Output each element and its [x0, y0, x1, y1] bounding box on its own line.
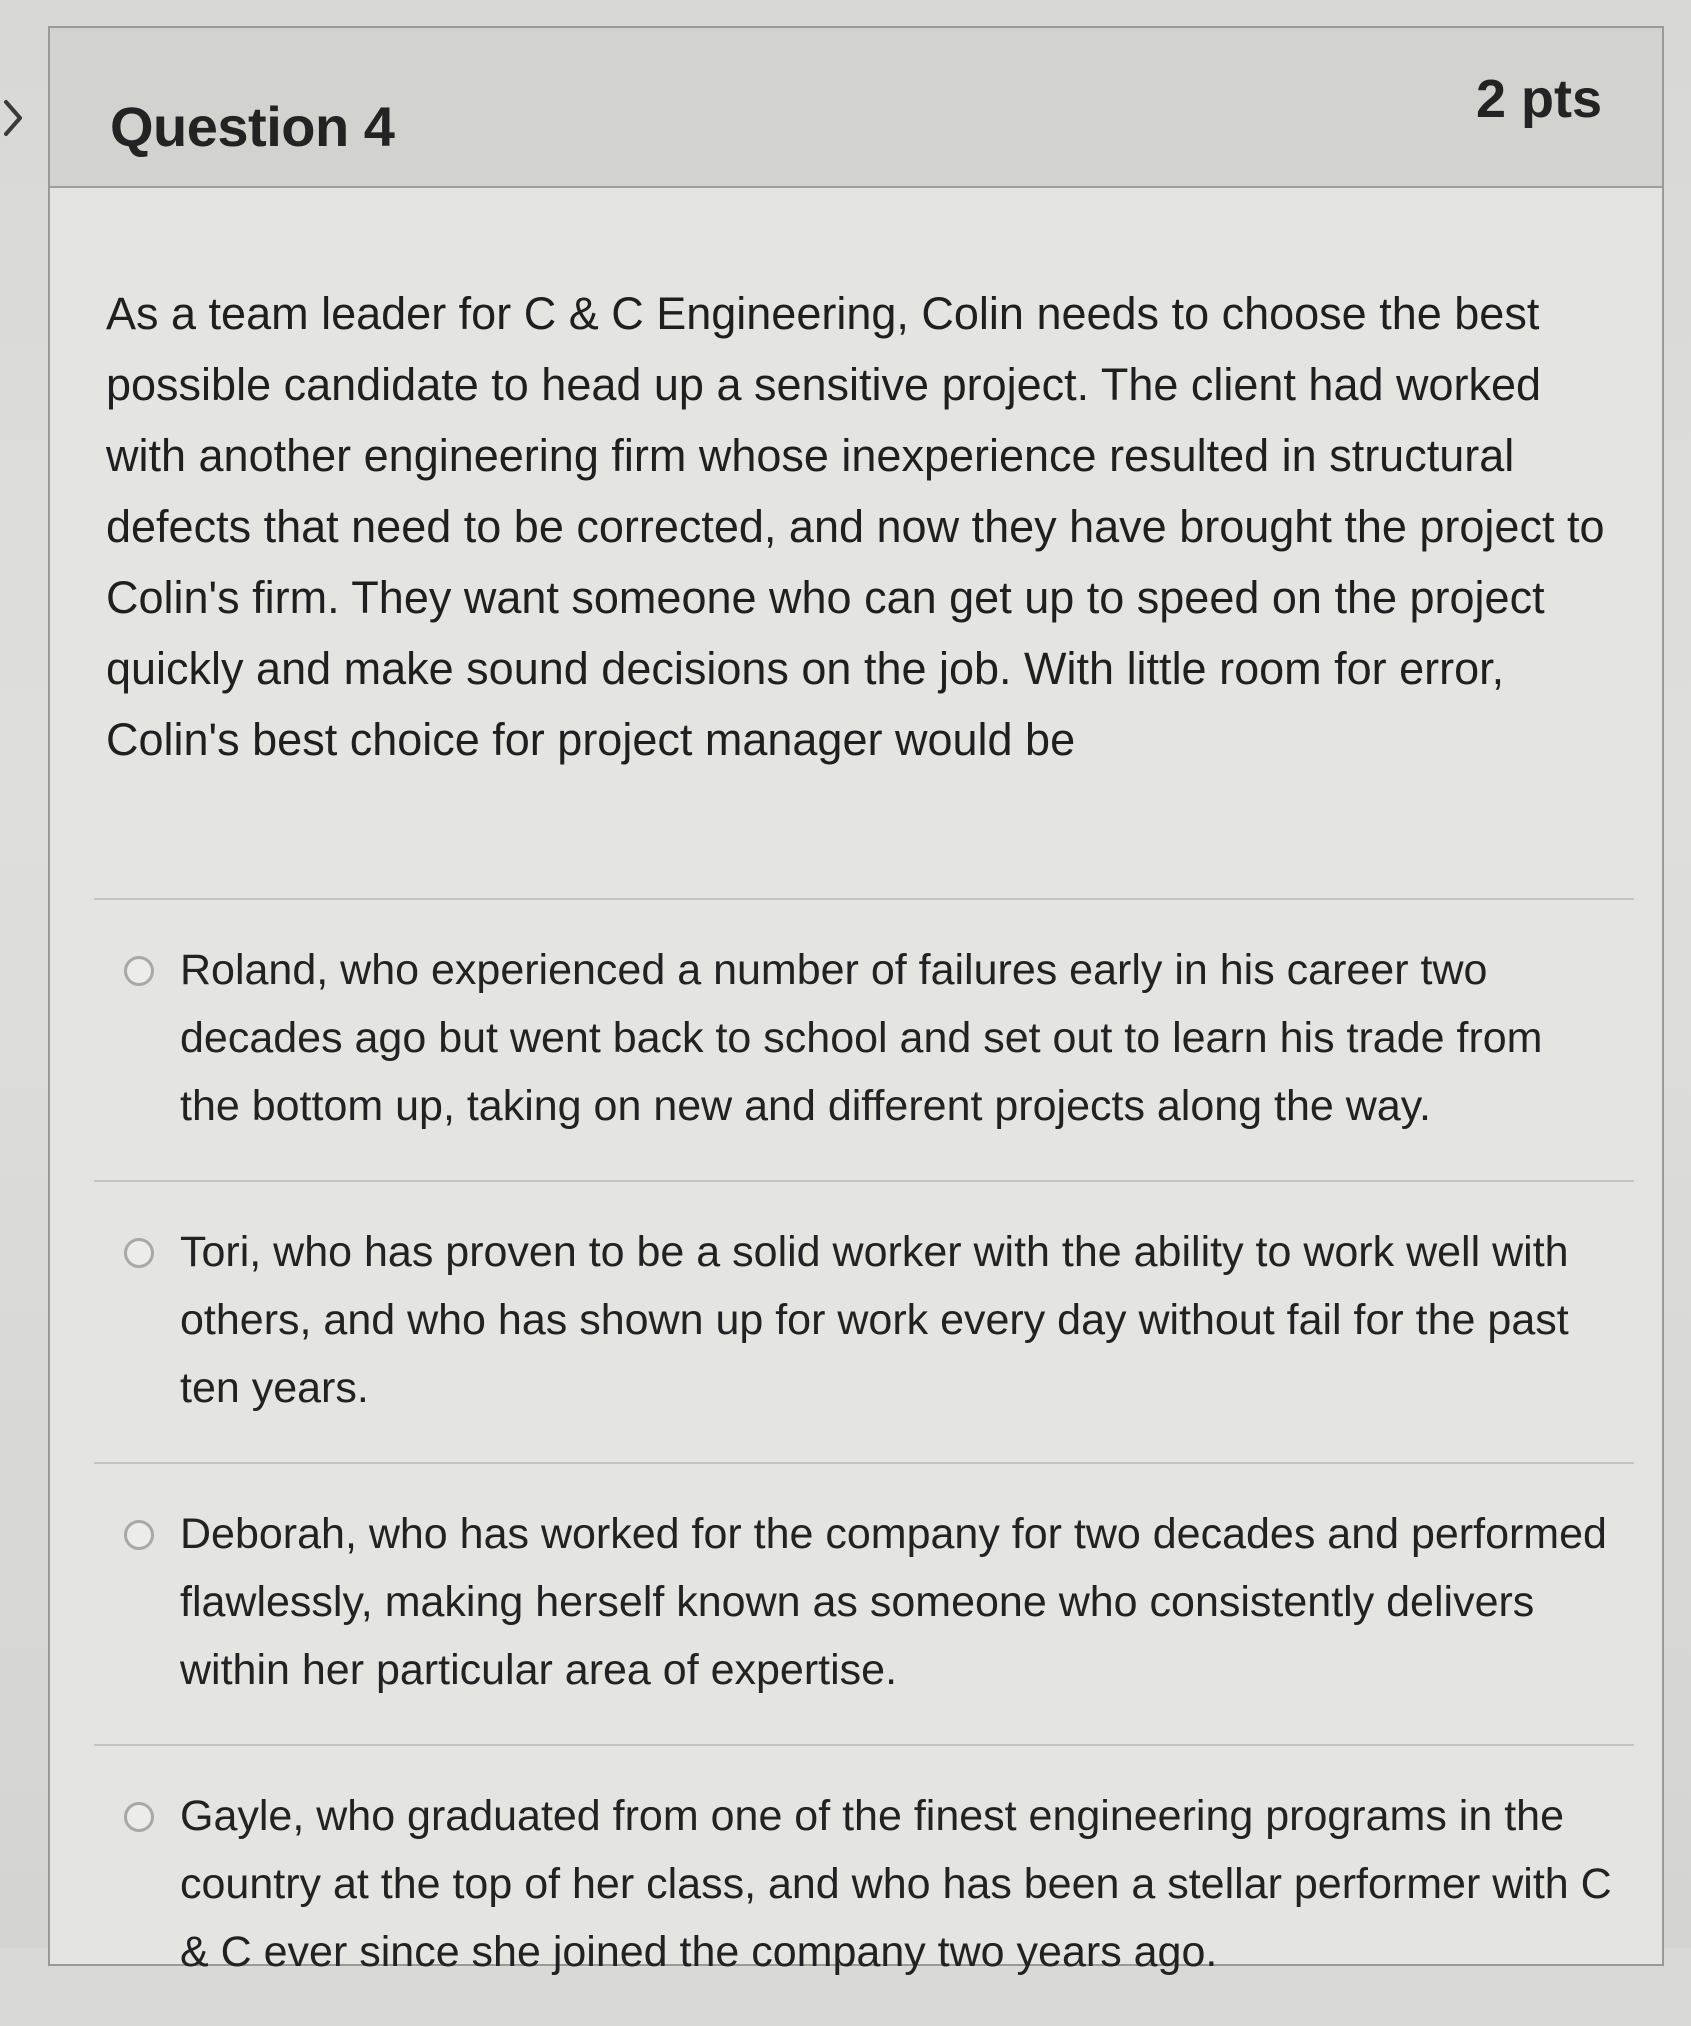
answer-label[interactable]: Roland, who experienced a number of failures early in his career two decades ago but went back to school and set out to learn his trade from the bottom up, taking on new and different projects along the way.: [180, 946, 1543, 1130]
answer-option-deborah[interactable]: [94, 1464, 1634, 1744]
question-text: As a team leader for C & C Engineering, Colin needs to choose the best possible candidate to head up a sensitive project. The client had worked with another engineering firm whose inexperience resulted in structural defects that need to be corrected, and now they have brought the project to Colin's firm. They want someone who can get up to speed on the project quickly and make sound decisions on the job. With little room for error, Colin's best choice for project manager would be: [106, 288, 1605, 765]
answer-label[interactable]: Deborah, who has worked for the company for two decades and performed flawlessly, making herself known as someone who consistently delivers within her particular area of expertise.: [180, 1510, 1607, 1694]
question-header: [50, 28, 1662, 188]
answer-option-gayle[interactable]: [94, 1746, 1634, 2026]
answer-label[interactable]: Gayle, who graduated from one of the finest engineering programs in the country at the top of her class, and who has been a stellar performer with C & C ever since she joined the company two years ago.: [180, 1792, 1612, 1976]
question-title: Question 4: [110, 95, 395, 158]
radio-unselected-icon[interactable]: [124, 956, 154, 986]
chevron-right-icon[interactable]: [0, 96, 26, 140]
question-card: [48, 26, 1664, 1976]
radio-unselected-icon[interactable]: [124, 1802, 154, 1832]
answer-list: [94, 898, 1634, 2026]
radio-unselected-icon[interactable]: [124, 1520, 154, 1550]
answer-option-tori[interactable]: [94, 1182, 1634, 1462]
radio-unselected-icon[interactable]: [124, 1238, 154, 1268]
question-points: 2 pts: [1475, 69, 1602, 129]
answer-option-roland[interactable]: [94, 900, 1634, 1180]
answer-label[interactable]: Tori, who has proven to be a solid worker with the ability to work well with others, and who has shown up for work every day without fail for the past ten years.: [180, 1228, 1569, 1412]
